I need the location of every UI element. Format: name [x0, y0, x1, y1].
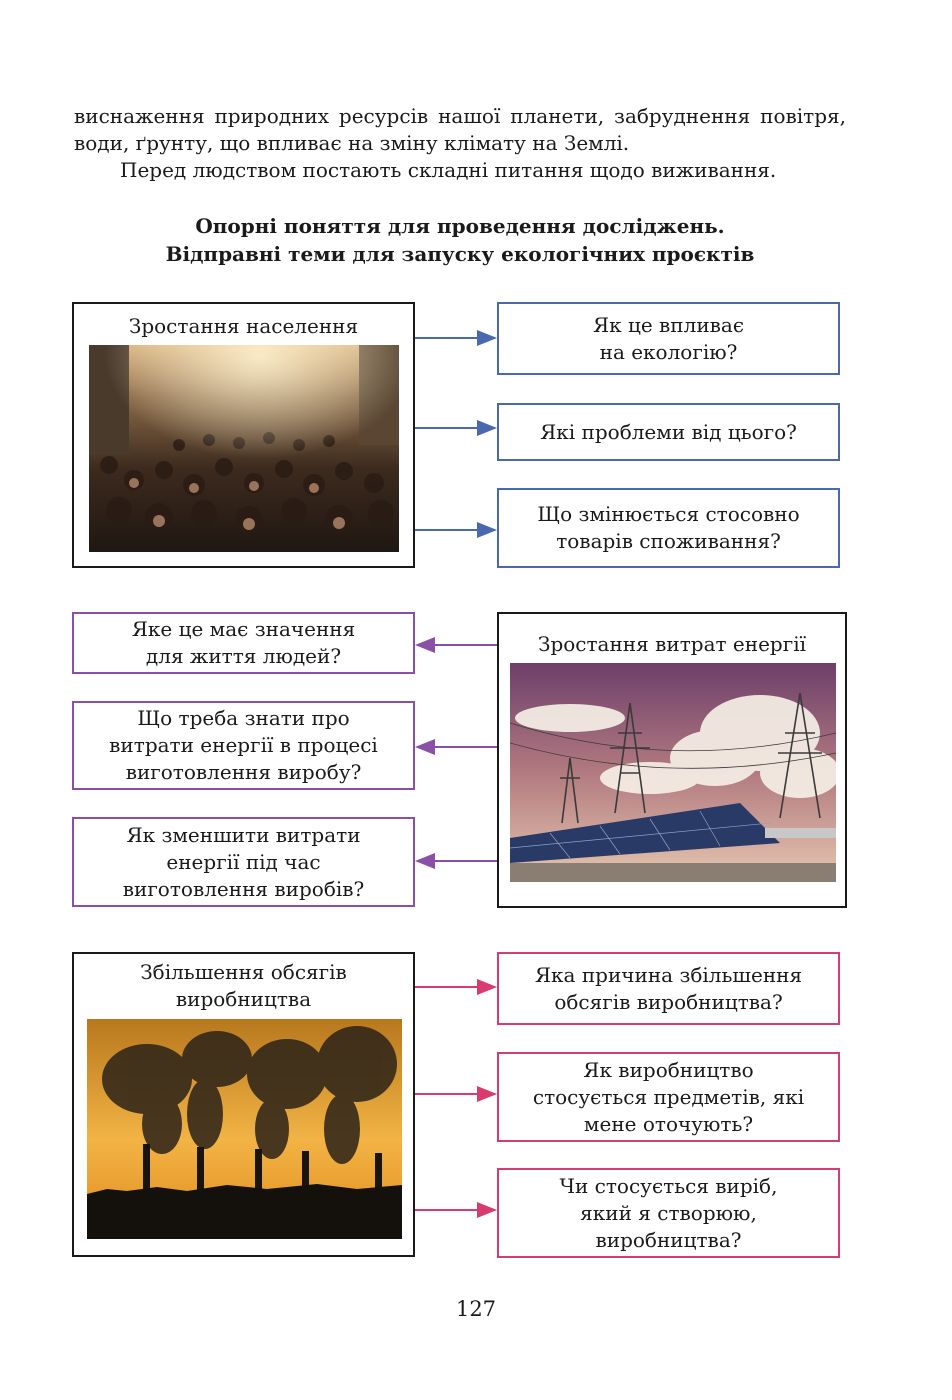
question-box [497, 1052, 840, 1142]
topic-title: Зростання витрат енергії [537, 632, 806, 656]
question-box [497, 1168, 840, 1258]
intro-paragraph-2: Перед людством постають складні питання щодо виживання. [120, 158, 777, 182]
question-box [497, 952, 840, 1025]
topic-title: Зростання населення [128, 314, 359, 338]
topic-production-growth [72, 952, 415, 1257]
question-box [72, 817, 415, 907]
topic-energy-consumption [497, 612, 847, 908]
section-heading-line-2: Відправні теми для запуску екологічних проєктів [165, 242, 755, 266]
question-text: Як виробництво стосується предметів, які мене оточують? [532, 1057, 805, 1136]
question-box [497, 302, 840, 375]
question-box [72, 612, 415, 674]
intro-paragraph-1: виснаження природних ресурсів нашої планети, забруднення повітря, води, ґрунту, що впливає на зміну клімату на Землі. [74, 104, 846, 155]
question-text: Чи стосується виріб, який я створюю, виробництва? [559, 1173, 778, 1252]
factory-smoke-photo [87, 1019, 402, 1239]
solar-panels-photo [510, 663, 836, 882]
question-text: Яке це має значення для життя людей? [131, 617, 356, 668]
question-box [72, 701, 415, 790]
section-heading-line-1: Опорні поняття для проведення досліджень. [195, 214, 725, 238]
question-text: Як це впливає на екологію? [592, 312, 745, 364]
page-number: 127 [455, 1297, 497, 1321]
topic-population-growth [72, 302, 415, 568]
question-box [497, 488, 840, 568]
question-text: Яка причина збільшення обсягів виробництва? [534, 962, 803, 1014]
question-text: Як зменшити витрати енергії під час виготовлення виробів? [122, 822, 365, 901]
question-box [497, 403, 840, 461]
topic-title: Збільшення обсягів виробництва [140, 960, 347, 1011]
question-text: Що змінюється стосовно товарів споживання? [537, 502, 800, 553]
crowd-photo [89, 345, 399, 552]
question-text: Що треба знати про витрати енергії в процесі виготовлення виробу? [109, 706, 378, 784]
question-text: Які проблеми від цього? [540, 419, 797, 444]
